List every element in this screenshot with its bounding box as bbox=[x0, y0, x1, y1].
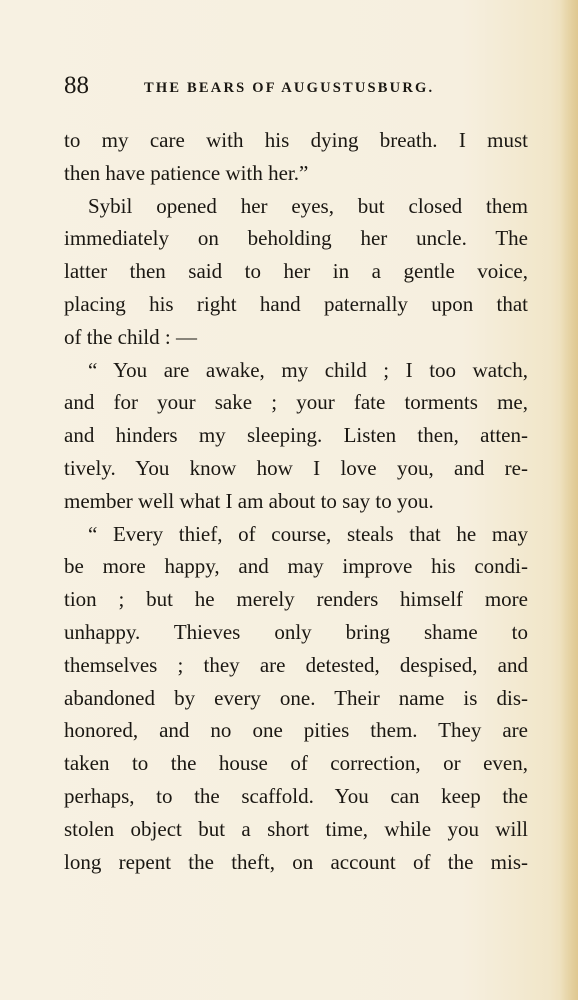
page-edge-shadow bbox=[560, 0, 578, 1000]
text-line: unhappy. Thieves only bring shame to bbox=[64, 619, 528, 644]
running-title: THE BEARS OF AUGUSTUSBURG. bbox=[144, 80, 435, 96]
text-line: stolen object but a short time, while you will bbox=[64, 816, 528, 841]
page-header bbox=[64, 70, 528, 102]
text-line: “ You are awake, my child ; I too watch, bbox=[88, 357, 528, 382]
text-line: and for your sake ; your fate torments me, bbox=[64, 390, 528, 415]
text-line: be more happy, and may improve his condi- bbox=[64, 554, 528, 579]
text-line: tion ; but he merely renders himself more bbox=[64, 587, 528, 612]
text-line: perhaps, to the scaffold. You can keep the bbox=[64, 783, 528, 808]
text-line: tively. You know how I love you, and re- bbox=[64, 455, 528, 480]
text-line: taken to the house of correction, or even, bbox=[64, 751, 528, 776]
text-line: member well what I am about to say to you. bbox=[64, 488, 434, 513]
text-line: “ Every thief, of course, steals that he may bbox=[88, 521, 528, 546]
text-line: abandoned by every one. Their name is dis- bbox=[64, 685, 528, 710]
page-number: 88 bbox=[64, 72, 89, 99]
text-line: then have patience with her.” bbox=[64, 160, 309, 185]
text-line: latter then said to her in a gentle voice, bbox=[64, 259, 528, 284]
text-line: immediately on beholding her uncle. The bbox=[64, 226, 528, 251]
body-text bbox=[64, 124, 528, 878]
text-line: honored, and no one pities them. They are bbox=[64, 718, 528, 743]
text-line: themselves ; they are detested, despised, and bbox=[64, 652, 528, 677]
text-line: of the child : — bbox=[64, 324, 197, 349]
text-line: long repent the theft, on account of the mis- bbox=[64, 849, 528, 874]
text-line: and hinders my sleeping. Listen then, atten- bbox=[64, 423, 528, 448]
text-line: placing his right hand paternally upon that bbox=[64, 291, 528, 316]
text-line: to my care with his dying breath. I must bbox=[64, 128, 528, 152]
text-line: Sybil opened her eyes, but closed them bbox=[88, 193, 528, 218]
